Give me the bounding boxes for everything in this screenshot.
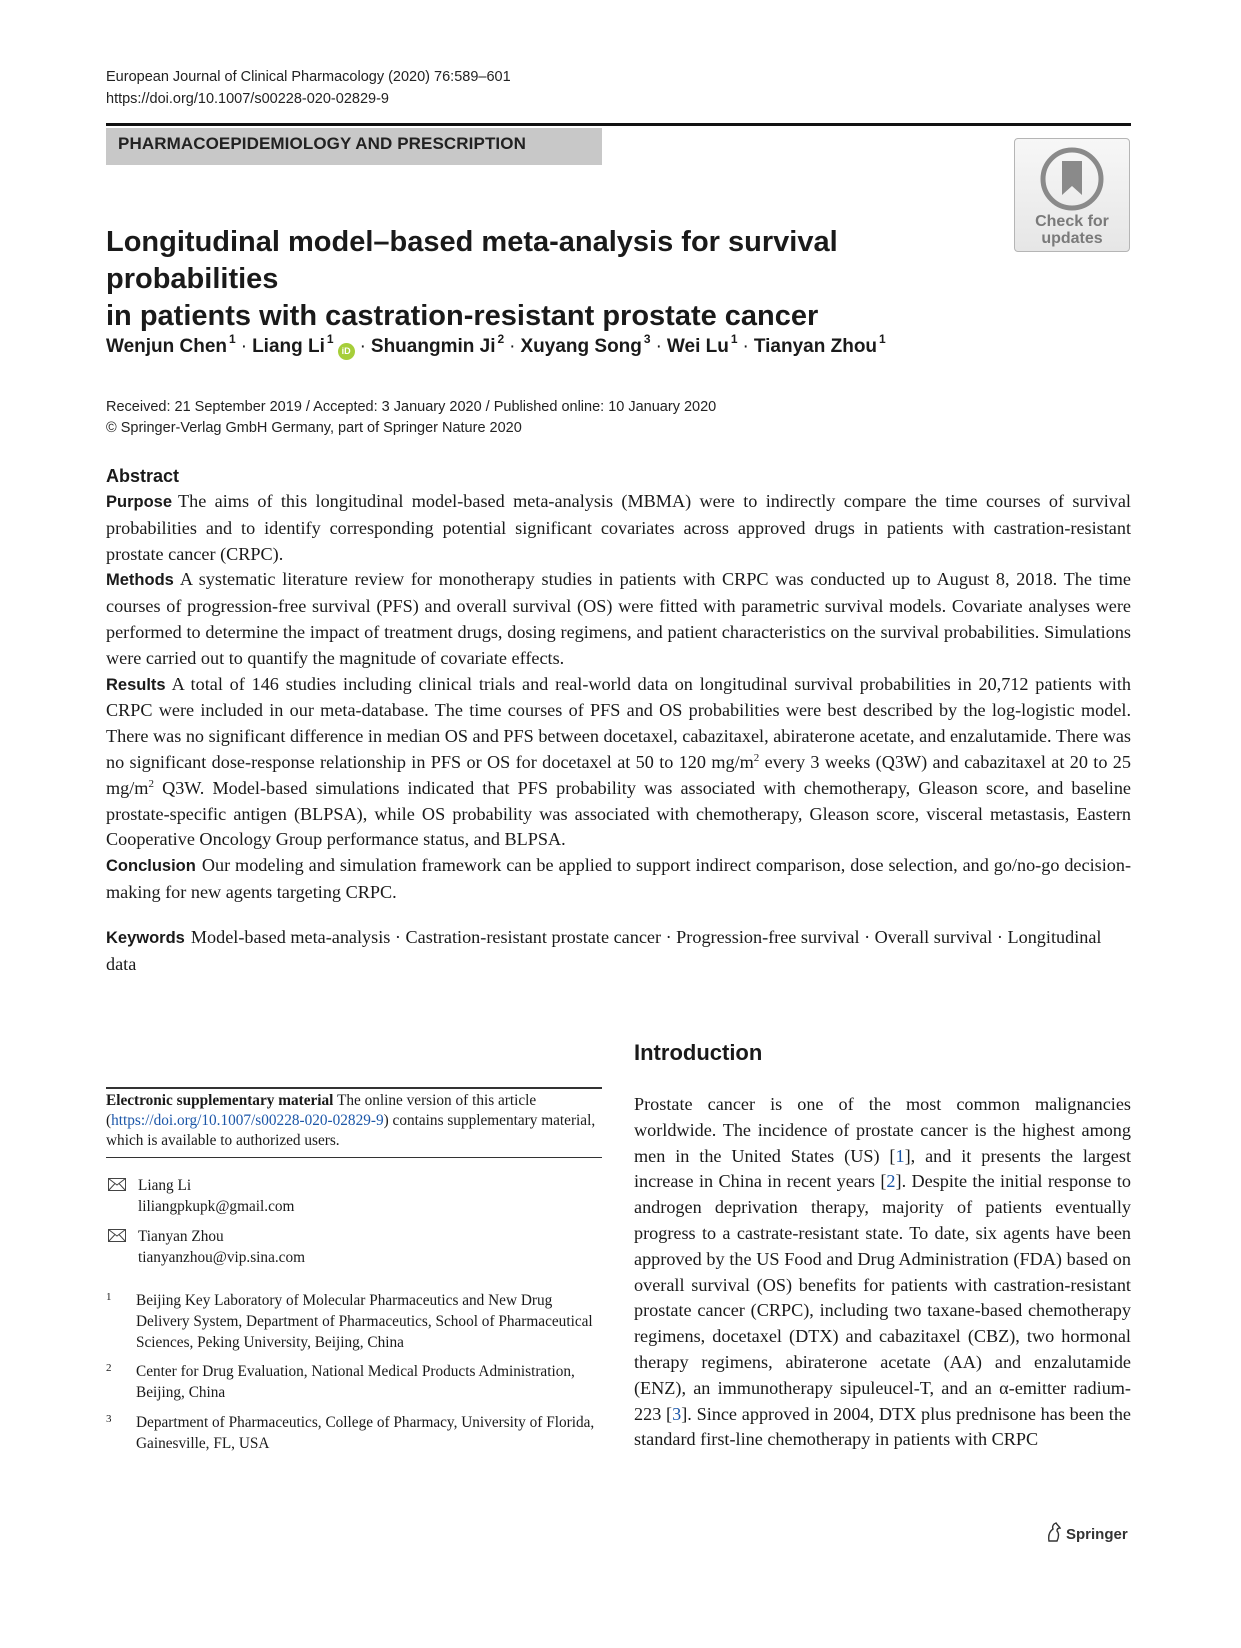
affiliation-entry bbox=[106, 1412, 602, 1454]
methods-label: Methods bbox=[106, 571, 174, 590]
journal-header bbox=[106, 66, 511, 110]
abstract-results bbox=[106, 672, 1131, 854]
abstract bbox=[106, 466, 1131, 906]
results-text-b: every 3 weeks (Q3W) and cabazitaxel at 20 to 25 mg/m bbox=[106, 751, 1131, 798]
check-for-updates-badge[interactable] bbox=[1014, 138, 1130, 252]
footnote-rule bbox=[106, 1087, 602, 1089]
affiliation-number: 3 bbox=[106, 1413, 112, 1425]
supplementary-material-note bbox=[106, 1091, 602, 1151]
author-name[interactable]: Wenjun Chen bbox=[106, 336, 228, 357]
affiliation-text: Beijing Key Laboratory of Molecular Pharmaceutics and New Drug Delivery System, Department of Pharmaceutics, School of Pharmaceutical Sciences, Peking University, Beijing, China bbox=[136, 1292, 593, 1351]
author-affil-sup: 1 bbox=[229, 332, 236, 346]
affiliation-entry bbox=[106, 1290, 602, 1353]
intro-text: Prostate cancer is one of the most common malignancies worldwide. The incidence of prostate cancer is the highest among men in the United States (US) [ bbox=[634, 1094, 1131, 1166]
contact-entry bbox=[106, 1226, 602, 1268]
header-rule bbox=[106, 123, 1131, 126]
purpose-text: The aims of this longitudinal model-based meta-analysis (MBMA) were to indirectly compare the time courses of survival probabilities and to identify corresponding potential significant covariates across approved drugs in patients with castration-resistant prostate cancer (CRPC). bbox=[106, 491, 1131, 564]
author-name[interactable]: Wei Lu bbox=[666, 336, 729, 357]
journal-citation: European Journal of Clinical Pharmacology (2020) 76:589–601 bbox=[106, 69, 511, 85]
abstract-conclusion bbox=[106, 853, 1131, 906]
check-for-updates-line2: updates bbox=[1041, 230, 1103, 247]
envelope-icon bbox=[108, 1178, 126, 1191]
springer-wordmark: Springer bbox=[1066, 1526, 1128, 1543]
conclusion-text: Our modeling and simulation framework can be applied to support indirect comparison, dose selection, and go/no-go decision-making for new agents targeting CRPC. bbox=[106, 855, 1131, 902]
citation-link[interactable]: 1 bbox=[895, 1145, 905, 1166]
envelope-icon bbox=[108, 1229, 126, 1242]
introduction-body bbox=[634, 1092, 1131, 1453]
author-affil-sup: 1 bbox=[730, 332, 738, 346]
affiliation-text: Center for Drug Evaluation, National Medical Products Administration, Beijing, China bbox=[136, 1363, 575, 1401]
publication-dates bbox=[106, 397, 716, 439]
springer-logo bbox=[1045, 1522, 1128, 1543]
supplementary-label: Electronic supplementary material bbox=[106, 1092, 334, 1109]
abstract-purpose bbox=[106, 489, 1131, 567]
affiliation-number: 1 bbox=[106, 1291, 112, 1303]
contact-email[interactable]: liliangpkupk@gmail.com bbox=[138, 1198, 295, 1215]
keywords-label: Keywords bbox=[106, 929, 185, 947]
title-line-2: in patients with castration-resistant prostate cancer bbox=[106, 300, 819, 332]
received-accepted-published: Received: 21 September 2019 / Accepted: 3 January 2020 / Published online: 10 January 2020 bbox=[106, 399, 717, 415]
citation-link[interactable]: 2 bbox=[886, 1171, 896, 1192]
check-for-updates-text bbox=[1015, 213, 1129, 247]
results-sup: 2 bbox=[148, 777, 154, 790]
intro-text: ]. Despite the initial response to androgen deprivation therapy, majority of patients eventually progress to a castrate-resistant state. To date, six agents have been approved by the US Food and Drug Administration (FDA) based on overall survival (OS) benefits for patients with castration-resistant prostate cancer (CRPC), including two taxane-based chemotherapy regimens, docetaxel (DTX) and cabazitaxel (CBZ), two hormonal therapy regimens, abiraterone acetate (AA) and enzalutamide (ENZ), an immunotherapy sipuleucel-T, and an α-emitter radium-223 [ bbox=[634, 1171, 1131, 1424]
author-affil-sup: 2 bbox=[497, 332, 505, 346]
supplementary-doi-link[interactable]: https://doi.org/10.1007/s00228-020-02829-9 bbox=[111, 1112, 384, 1129]
section-label: PHARMACOEPIDEMIOLOGY AND PRESCRIPTION bbox=[106, 128, 602, 165]
contact-email[interactable]: tianyanzhou@vip.sina.com bbox=[138, 1249, 306, 1266]
contact-name: Tianyan Zhou bbox=[138, 1228, 224, 1245]
author-affil-sup: 1 bbox=[879, 332, 886, 346]
introduction-heading: Introduction bbox=[634, 1040, 763, 1065]
results-label: Results bbox=[106, 675, 166, 694]
affiliation-number: 2 bbox=[106, 1362, 112, 1374]
intro-text: ], and it presents the largest increase in China in recent years [ bbox=[634, 1145, 1132, 1192]
author-separator: · bbox=[359, 336, 366, 357]
author-affil-sup: 3 bbox=[643, 332, 651, 346]
title-line-1: Longitudinal model–based meta-analysis for survival probabilities bbox=[106, 226, 838, 295]
author-separator: · bbox=[742, 336, 749, 357]
citation-link[interactable]: 3 bbox=[672, 1403, 682, 1424]
affiliation-entry bbox=[106, 1361, 602, 1403]
contact-entry bbox=[106, 1175, 602, 1217]
footnote-rule bbox=[106, 1157, 602, 1158]
affiliation-text: Department of Pharmaceutics, College of Pharmacy, University of Florida, Gainesville, FL, USA bbox=[136, 1414, 595, 1452]
keywords-text: Model-based meta-analysis · Castration-resistant prostate cancer · Progression-free survival · Overall survival · Longitudinal data bbox=[106, 927, 1102, 974]
author-separator: · bbox=[655, 336, 662, 357]
abstract-methods bbox=[106, 567, 1131, 671]
orcid-icon[interactable]: iD bbox=[338, 343, 355, 360]
springer-horse-icon bbox=[1045, 1522, 1063, 1542]
purpose-label: Purpose bbox=[106, 493, 173, 511]
keywords bbox=[106, 925, 1131, 978]
paper-title bbox=[106, 224, 986, 335]
author-separator: · bbox=[509, 336, 516, 357]
author-name[interactable]: Liang Li bbox=[252, 336, 325, 357]
author-separator: · bbox=[240, 336, 248, 357]
methods-text: A systematic literature review for monotherapy studies in patients with CRPC was conducted up to August 8, 2018. The time courses of progression-free survival (PFS) and overall survival (OS) were fitted with parametric survival models. Covariate analyses were performed to determine the impact of treatment drugs, dosing regimens, and patient characteristics on the survival probabilities. Simulations were carried out to quantify the magnitude of covariate effects. bbox=[106, 569, 1131, 668]
author-list bbox=[106, 332, 886, 360]
results-text-a: A total of 146 studies including clinical trials and real-world data on longitudinal survival probabilities in 20,712 patients with CRPC were included in our meta-database. The time courses of PFS and OS probabilities were best described by the log-logistic model. There was no significant difference in median OS and PFS between docetaxel, cabazitaxel, abiraterone acetate, and enzalutamide. There was no significant dose-response relationship in PFS or OS for docetaxel at 50 to 120 mg/m bbox=[106, 673, 1131, 772]
author-affil-sup: 1 bbox=[326, 332, 334, 346]
abstract-heading: Abstract bbox=[106, 466, 180, 486]
bookmark-icon bbox=[1040, 147, 1104, 211]
results-sup: 2 bbox=[753, 751, 760, 764]
author-name[interactable]: Xuyang Song bbox=[520, 336, 642, 357]
check-for-updates-line1: Check for bbox=[1035, 213, 1109, 230]
supplementary-text-a: The online version of this article ( bbox=[106, 1092, 537, 1129]
supplementary-text-b: ) contains supplementary material, which is available to authorized users. bbox=[106, 1112, 596, 1149]
author-name[interactable]: Shuangmin Ji bbox=[370, 336, 496, 357]
copyright-line: © Springer-Verlag GmbH Germany, part of Springer Nature 2020 bbox=[106, 420, 522, 436]
author-name[interactable]: Tianyan Zhou bbox=[753, 336, 878, 357]
intro-text: ]. Since approved in 2004, DTX plus prednisone has been the standard first-line chemotherapy in patients with CRPC bbox=[634, 1403, 1132, 1450]
journal-doi-link[interactable]: https://doi.org/10.1007/s00228-020-02829-9 bbox=[106, 91, 389, 107]
conclusion-label: Conclusion bbox=[106, 857, 196, 876]
contact-name: Liang Li bbox=[138, 1177, 192, 1194]
results-text-c: Q3W. Model-based simulations indicated that PFS probability was associated with chemotherapy, Gleason score, and baseline prostate-specific antigen (BLPSA), while OS probability was associated with chemotherapy, Gleason score, visceral metastasis, Eastern Cooperative Oncology Group performance status, and BLPSA. bbox=[106, 777, 1131, 850]
